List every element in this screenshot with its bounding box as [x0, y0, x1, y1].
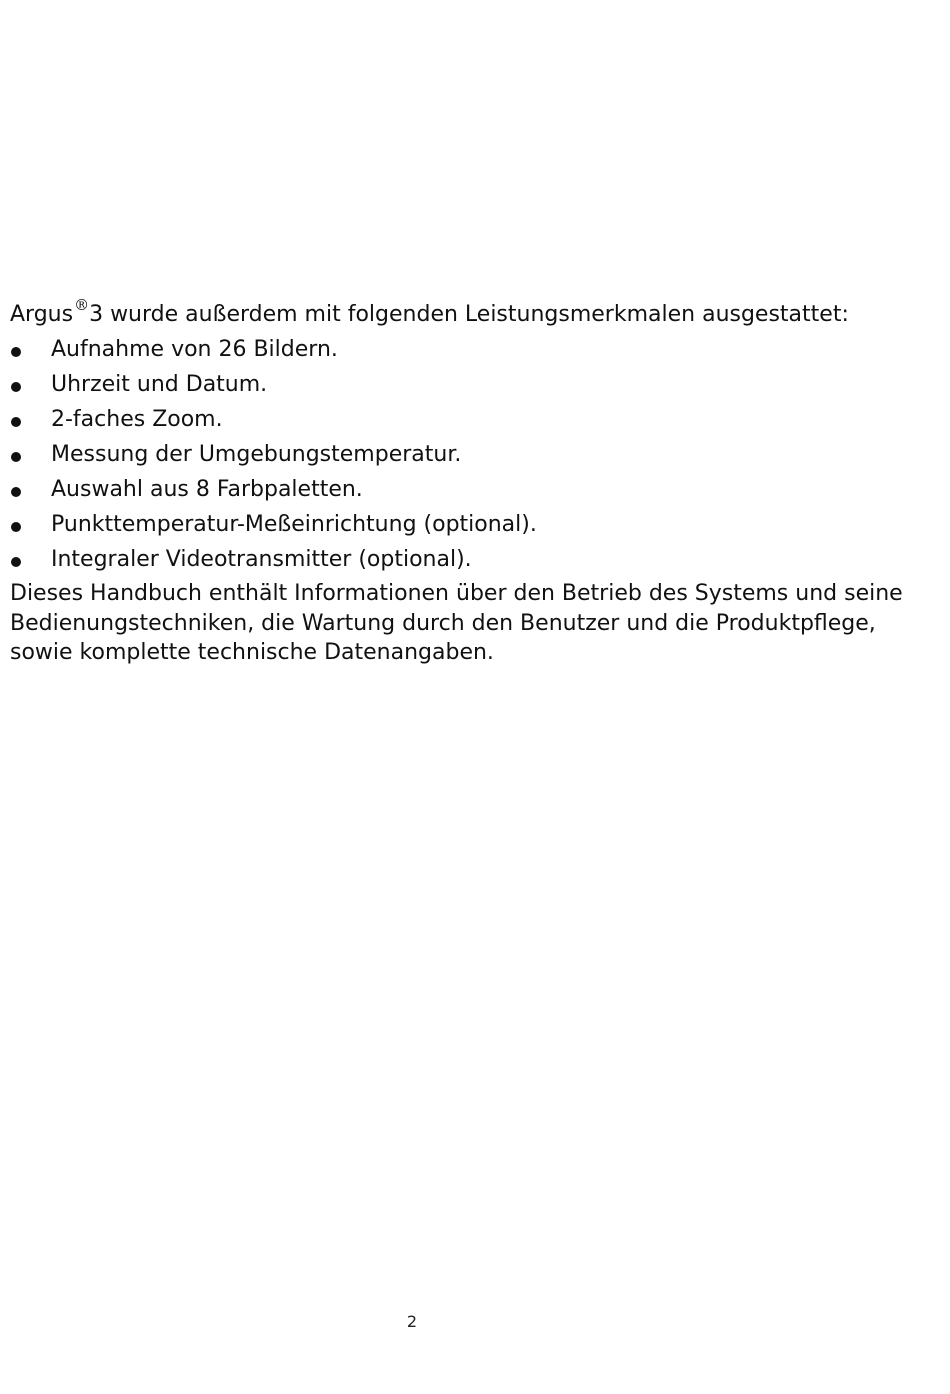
- brand-name: Argus: [10, 302, 74, 327]
- bullet-icon: [11, 522, 21, 532]
- feature-text: Punkttemperatur-Meßeinrichtung (optional).: [51, 512, 537, 537]
- bullet-icon: [11, 452, 21, 462]
- feature-item: [10, 332, 930, 367]
- description-paragraph: Dieses Handbuch enthält Informationen über den Betrieb des Systems und seine Bedienungstechniken, die Wartung durch den Benutzer und die Produktpflege, sowie komplette technische Datenangaben.: [10, 581, 903, 665]
- bullet-icon: [11, 557, 21, 567]
- feature-list: [10, 332, 930, 577]
- bullet-icon: [11, 417, 21, 427]
- feature-item: [10, 507, 930, 542]
- feature-text: Uhrzeit und Datum.: [51, 372, 268, 397]
- feature-item: [10, 472, 930, 507]
- feature-item: [10, 437, 930, 472]
- feature-text: Messung der Umgebungstemperatur.: [51, 442, 462, 467]
- bullet-icon: [11, 382, 21, 392]
- page-number: 2: [406, 1312, 418, 1331]
- bullet-icon: [11, 347, 21, 357]
- bullet-icon: [11, 487, 21, 497]
- feature-item: [10, 542, 930, 577]
- registered-trademark-mark: ®: [74, 296, 90, 314]
- intro-text: 3 wurde außerdem mit folgenden Leistungsmerkmalen ausgestattet:: [89, 302, 849, 327]
- intro-paragraph: [10, 298, 930, 332]
- feature-text: Auswahl aus 8 Farbpaletten.: [51, 477, 363, 502]
- feature-item: [10, 402, 930, 437]
- page-content: [10, 298, 930, 668]
- feature-item: [10, 367, 930, 402]
- feature-text: Integraler Videotransmitter (optional).: [51, 547, 472, 572]
- feature-text: 2-faches Zoom.: [51, 407, 223, 432]
- feature-text: Aufnahme von 26 Bildern.: [51, 337, 338, 362]
